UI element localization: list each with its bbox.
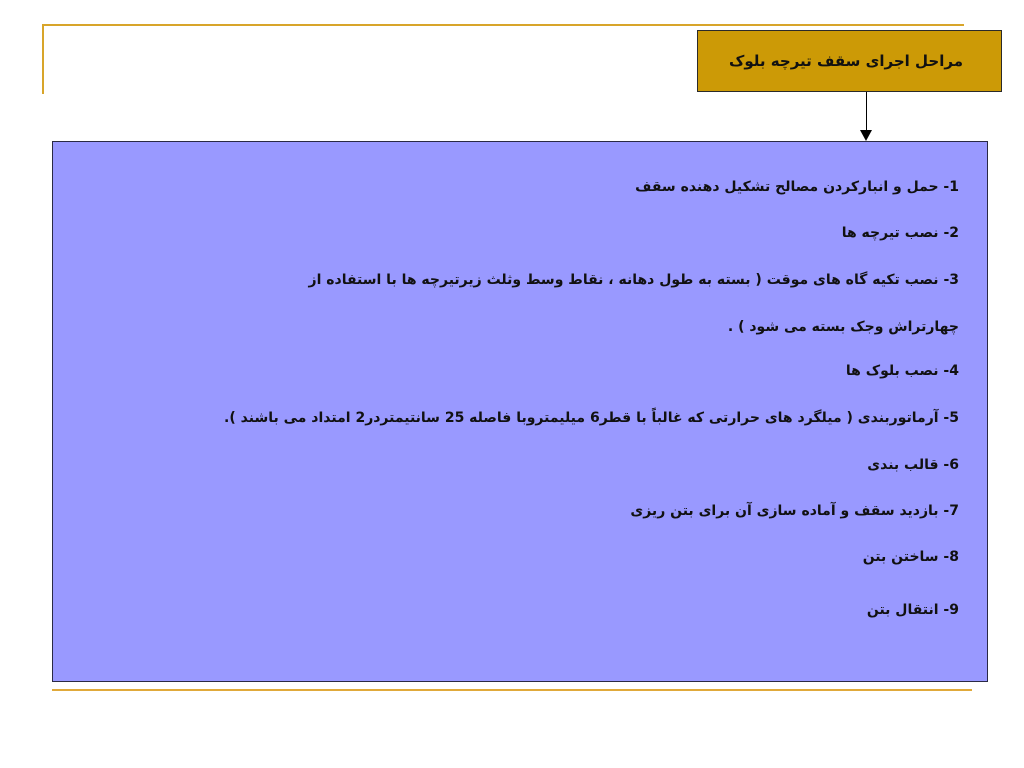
step-2: 2- نصب تیرچه ها	[841, 225, 959, 241]
slide-title: مراحل اجرای سقف تیرچه بلوک	[729, 52, 963, 70]
title-box	[697, 30, 1002, 92]
connector-line	[866, 92, 867, 134]
step-3: 3- نصب تکیه گاه های موقت ( بسته به طول دهانه ، نقاط وسط وثلث زیرتیرچه ها با استفاده از	[308, 272, 959, 288]
step-7: 7- بازدید سقف و آماده سازی آن برای بتن ریزی	[630, 503, 959, 519]
arrow-down-icon	[860, 130, 872, 141]
bottom-frame-line	[52, 689, 972, 691]
step-6: 6- قالب بندی	[867, 457, 959, 473]
step-1: 1- حمل و انبارکردن مصالح تشکیل دهنده سقف	[635, 179, 959, 195]
steps-panel	[52, 141, 988, 682]
step-3-continued: چهارتراش وجک بسته می شود ) .	[727, 319, 959, 335]
left-frame-line	[42, 24, 44, 94]
top-frame-line	[42, 24, 964, 26]
step-5: 5- آرماتوربندی ( میلگرد های حرارتی که غالباً با قطر6 میلیمتروبا فاصله 25 سانتیمتردر2 امتداد می باشند ).	[224, 410, 959, 426]
step-4: 4- نصب بلوک ها	[845, 363, 959, 379]
step-8: 8- ساختن بتن	[862, 549, 959, 565]
step-9: 9- انتقال بتن	[866, 602, 959, 618]
